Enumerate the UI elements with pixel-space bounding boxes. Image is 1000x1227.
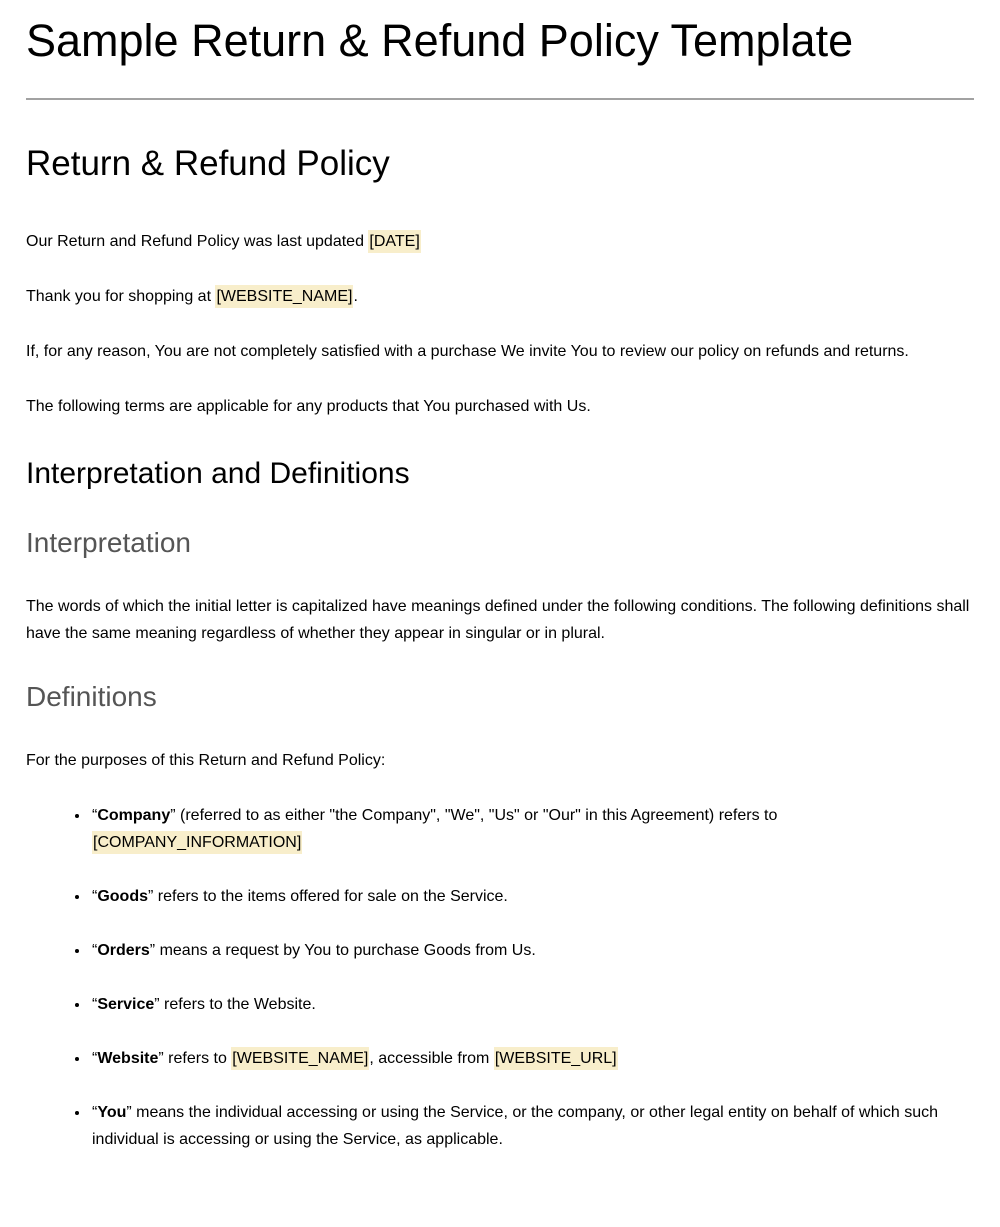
- paragraph-terms: The following terms are applicable for any products that You purchased with Us.: [26, 398, 591, 415]
- paragraph-last-updated: Our Return and Refund Policy was last updated [DATE]: [26, 228, 974, 255]
- highlighted-placeholder: [WEBSITE_NAME]: [215, 285, 353, 308]
- defined-term: Website: [97, 1050, 159, 1067]
- definition-item-website: • “Website” refers to [WEBSITE_NAME], accessible from [WEBSITE_URL]: [90, 1045, 974, 1072]
- defined-term: Orders: [97, 942, 150, 959]
- defined-term: Service: [97, 996, 155, 1013]
- page-title: Sample Return & Refund Policy Template: [26, 15, 854, 66]
- defined-term: Goods: [97, 888, 148, 905]
- defined-term: Company: [97, 807, 171, 824]
- title-divider: [26, 98, 974, 100]
- subsection-heading-interpretation: Interpretation: [26, 527, 191, 558]
- definition-item-you: • “You” means the individual accessing or using the Service, or the company, or other legal entity on behalf of which such individual is accessing or using the Service, as applicable.: [90, 1099, 974, 1153]
- paragraph-reason: If, for any reason, You are not completely satisfied with a purchase We invite You to review our policy on refunds and returns.: [26, 343, 909, 360]
- definition-item-orders: • “Orders” means a request by You to purchase Goods from Us.: [90, 937, 974, 964]
- definitions-list: [26, 802, 974, 1153]
- definition-item-service: • “Service” refers to the Website.: [90, 991, 974, 1018]
- section-heading-interpretation-and-definitions: Interpretation and Definitions: [26, 457, 410, 490]
- paragraph-definitions-lead: For the purposes of this Return and Refund Policy:: [26, 752, 386, 769]
- subsection-heading-definitions: Definitions: [26, 681, 157, 712]
- highlighted-placeholder: [DATE]: [368, 230, 420, 253]
- definition-item-company: • “Company” (referred to as either "the Company", "We", "Us" or "Our" in this Agreement) refers to [COMPANY_INFORMATION]: [90, 802, 974, 856]
- defined-term: You: [97, 1104, 127, 1121]
- definition-item-goods: • “Goods” refers to the items offered for sale on the Service.: [90, 883, 974, 910]
- highlighted-placeholder: [COMPANY_INFORMATION]: [92, 831, 302, 854]
- policy-heading: Return & Refund Policy: [26, 144, 390, 183]
- highlighted-placeholder: [WEBSITE_NAME]: [231, 1047, 369, 1070]
- paragraph-thank-you: Thank you for shopping at [WEBSITE_NAME].: [26, 283, 974, 310]
- highlighted-placeholder: [WEBSITE_URL]: [494, 1047, 618, 1070]
- paragraph-interpretation-body: The words of which the initial letter is capitalized have meanings defined under the following conditions. The following definitions shall have the same meaning regardless of whether they appear in singular or in plural.: [26, 598, 970, 642]
